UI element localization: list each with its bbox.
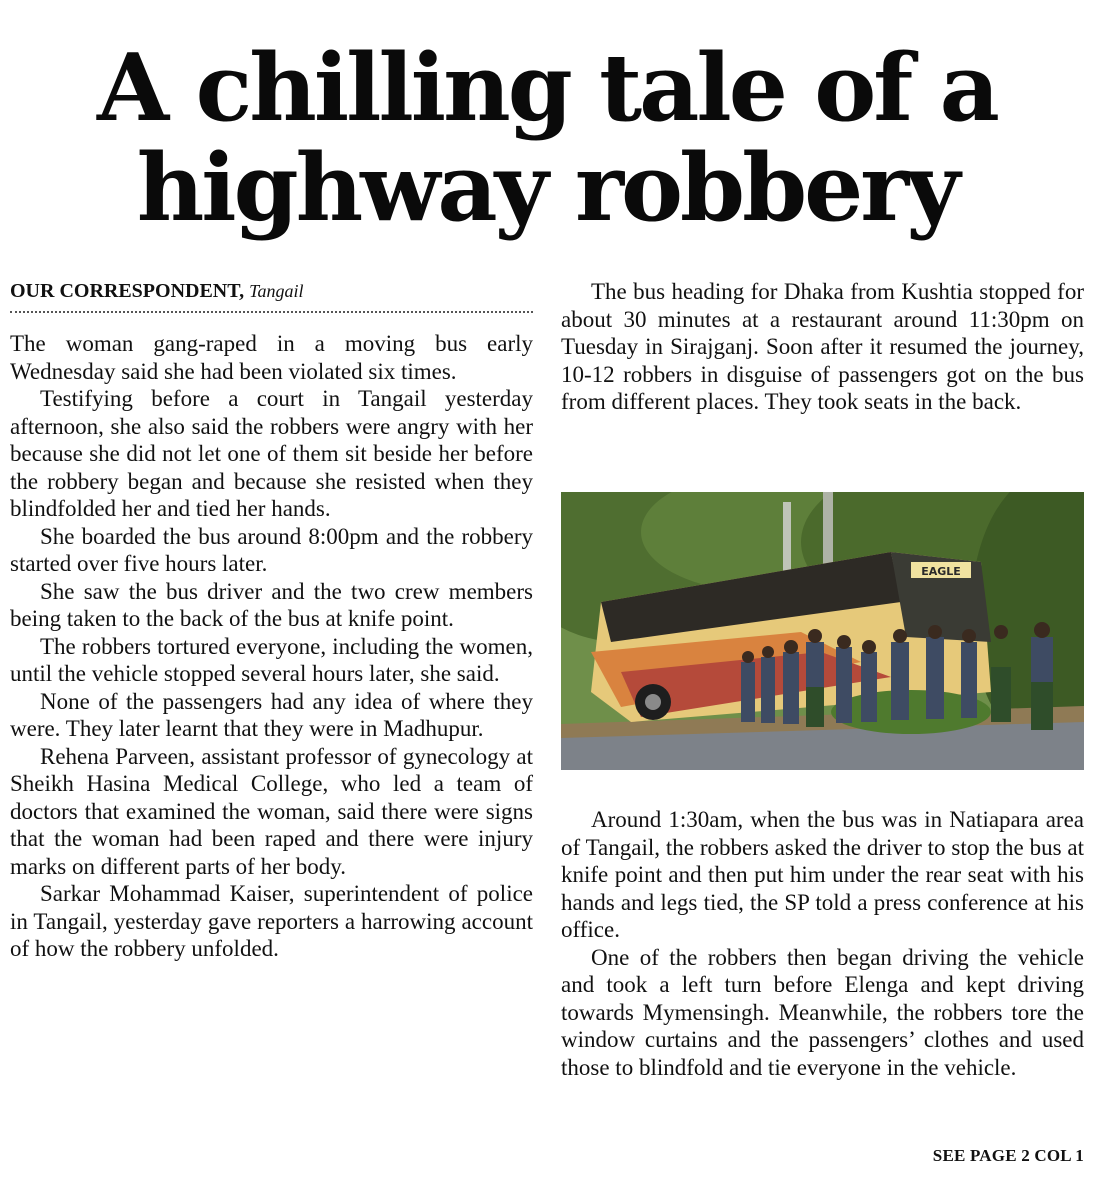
byline-place: Tangail <box>249 281 304 301</box>
headline-line-2: highway robbery <box>136 133 958 242</box>
paragraph: The robbers tortured everyone, including the women, until the vehicle stopped several hours later, she said. <box>10 633 533 686</box>
byline <box>10 279 535 303</box>
paragraph: One of the robbers then began driving the vehicle and took a left turn before Elenga and kept driving towards Mymensingh. Meanwhile, the robbers tore the window curtains and the passengers’ clothes and used those to blindfold and tie everyone in the vehicle. <box>561 944 1084 1080</box>
right-column-bottom <box>561 806 1084 1081</box>
paragraph: Sarkar Mohammad Kaiser, superintendent of police in Tangail, yesterday gave reporters a harrowing account of how the robbery unfolded. <box>10 881 533 961</box>
paragraph: She boarded the bus around 8:00pm and the robbery started over five hours later. <box>10 523 533 576</box>
right-column-top <box>561 278 1084 416</box>
byline-name: OUR CORRESPONDENT, <box>10 280 245 302</box>
byline-divider <box>10 311 533 313</box>
paragraph: Around 1:30am, when the bus was in Natiapara area of Tangail, the robbers asked the driver to stop the bus at knife point and then put him under the rear seat with his hands and legs tied, the SP told a press conference at his office. <box>561 807 1084 942</box>
paragraph: Testifying before a court in Tangail yesterday afternoon, she also said the robbers were angry with her because she did not let one of them sit beside her before the robbery began and because she resisted when they blindfolded her and tied her hands. <box>10 386 533 521</box>
left-column <box>10 330 533 963</box>
bus-photo <box>561 492 1084 770</box>
headline <box>0 33 1094 242</box>
headline-line-1: A chilling tale of a <box>97 33 997 142</box>
paragraph: None of the passengers had any idea of where they were. They later learnt that they were in Madhupur. <box>10 688 533 741</box>
continuation-line: SEE PAGE 2 COL 1 <box>932 1146 1084 1165</box>
paragraph: The woman gang-raped in a moving bus early Wednesday said she had been violated six times. <box>10 331 533 384</box>
paragraph: The bus heading for Dhaka from Kushtia stopped for about 30 minutes at a restaurant around 11:30pm on Tuesday in Sirajganj. Soon after it resumed the journey, 10-12 robbers in disguise of passengers got on the bus from different places. They took seats in the back. <box>561 279 1084 414</box>
paragraph: Rehena Parveen, assistant professor of gynecology at Sheikh Hasina Medical College, who led a team of doctors that examined the woman, said there were signs that the woman had been raped and there were injury marks on different parts of her body. <box>10 743 533 879</box>
paragraph: She saw the bus driver and the two crew members being taken to the back of the bus at knife point. <box>10 578 533 631</box>
bus-sign: EAGLE <box>921 565 961 578</box>
